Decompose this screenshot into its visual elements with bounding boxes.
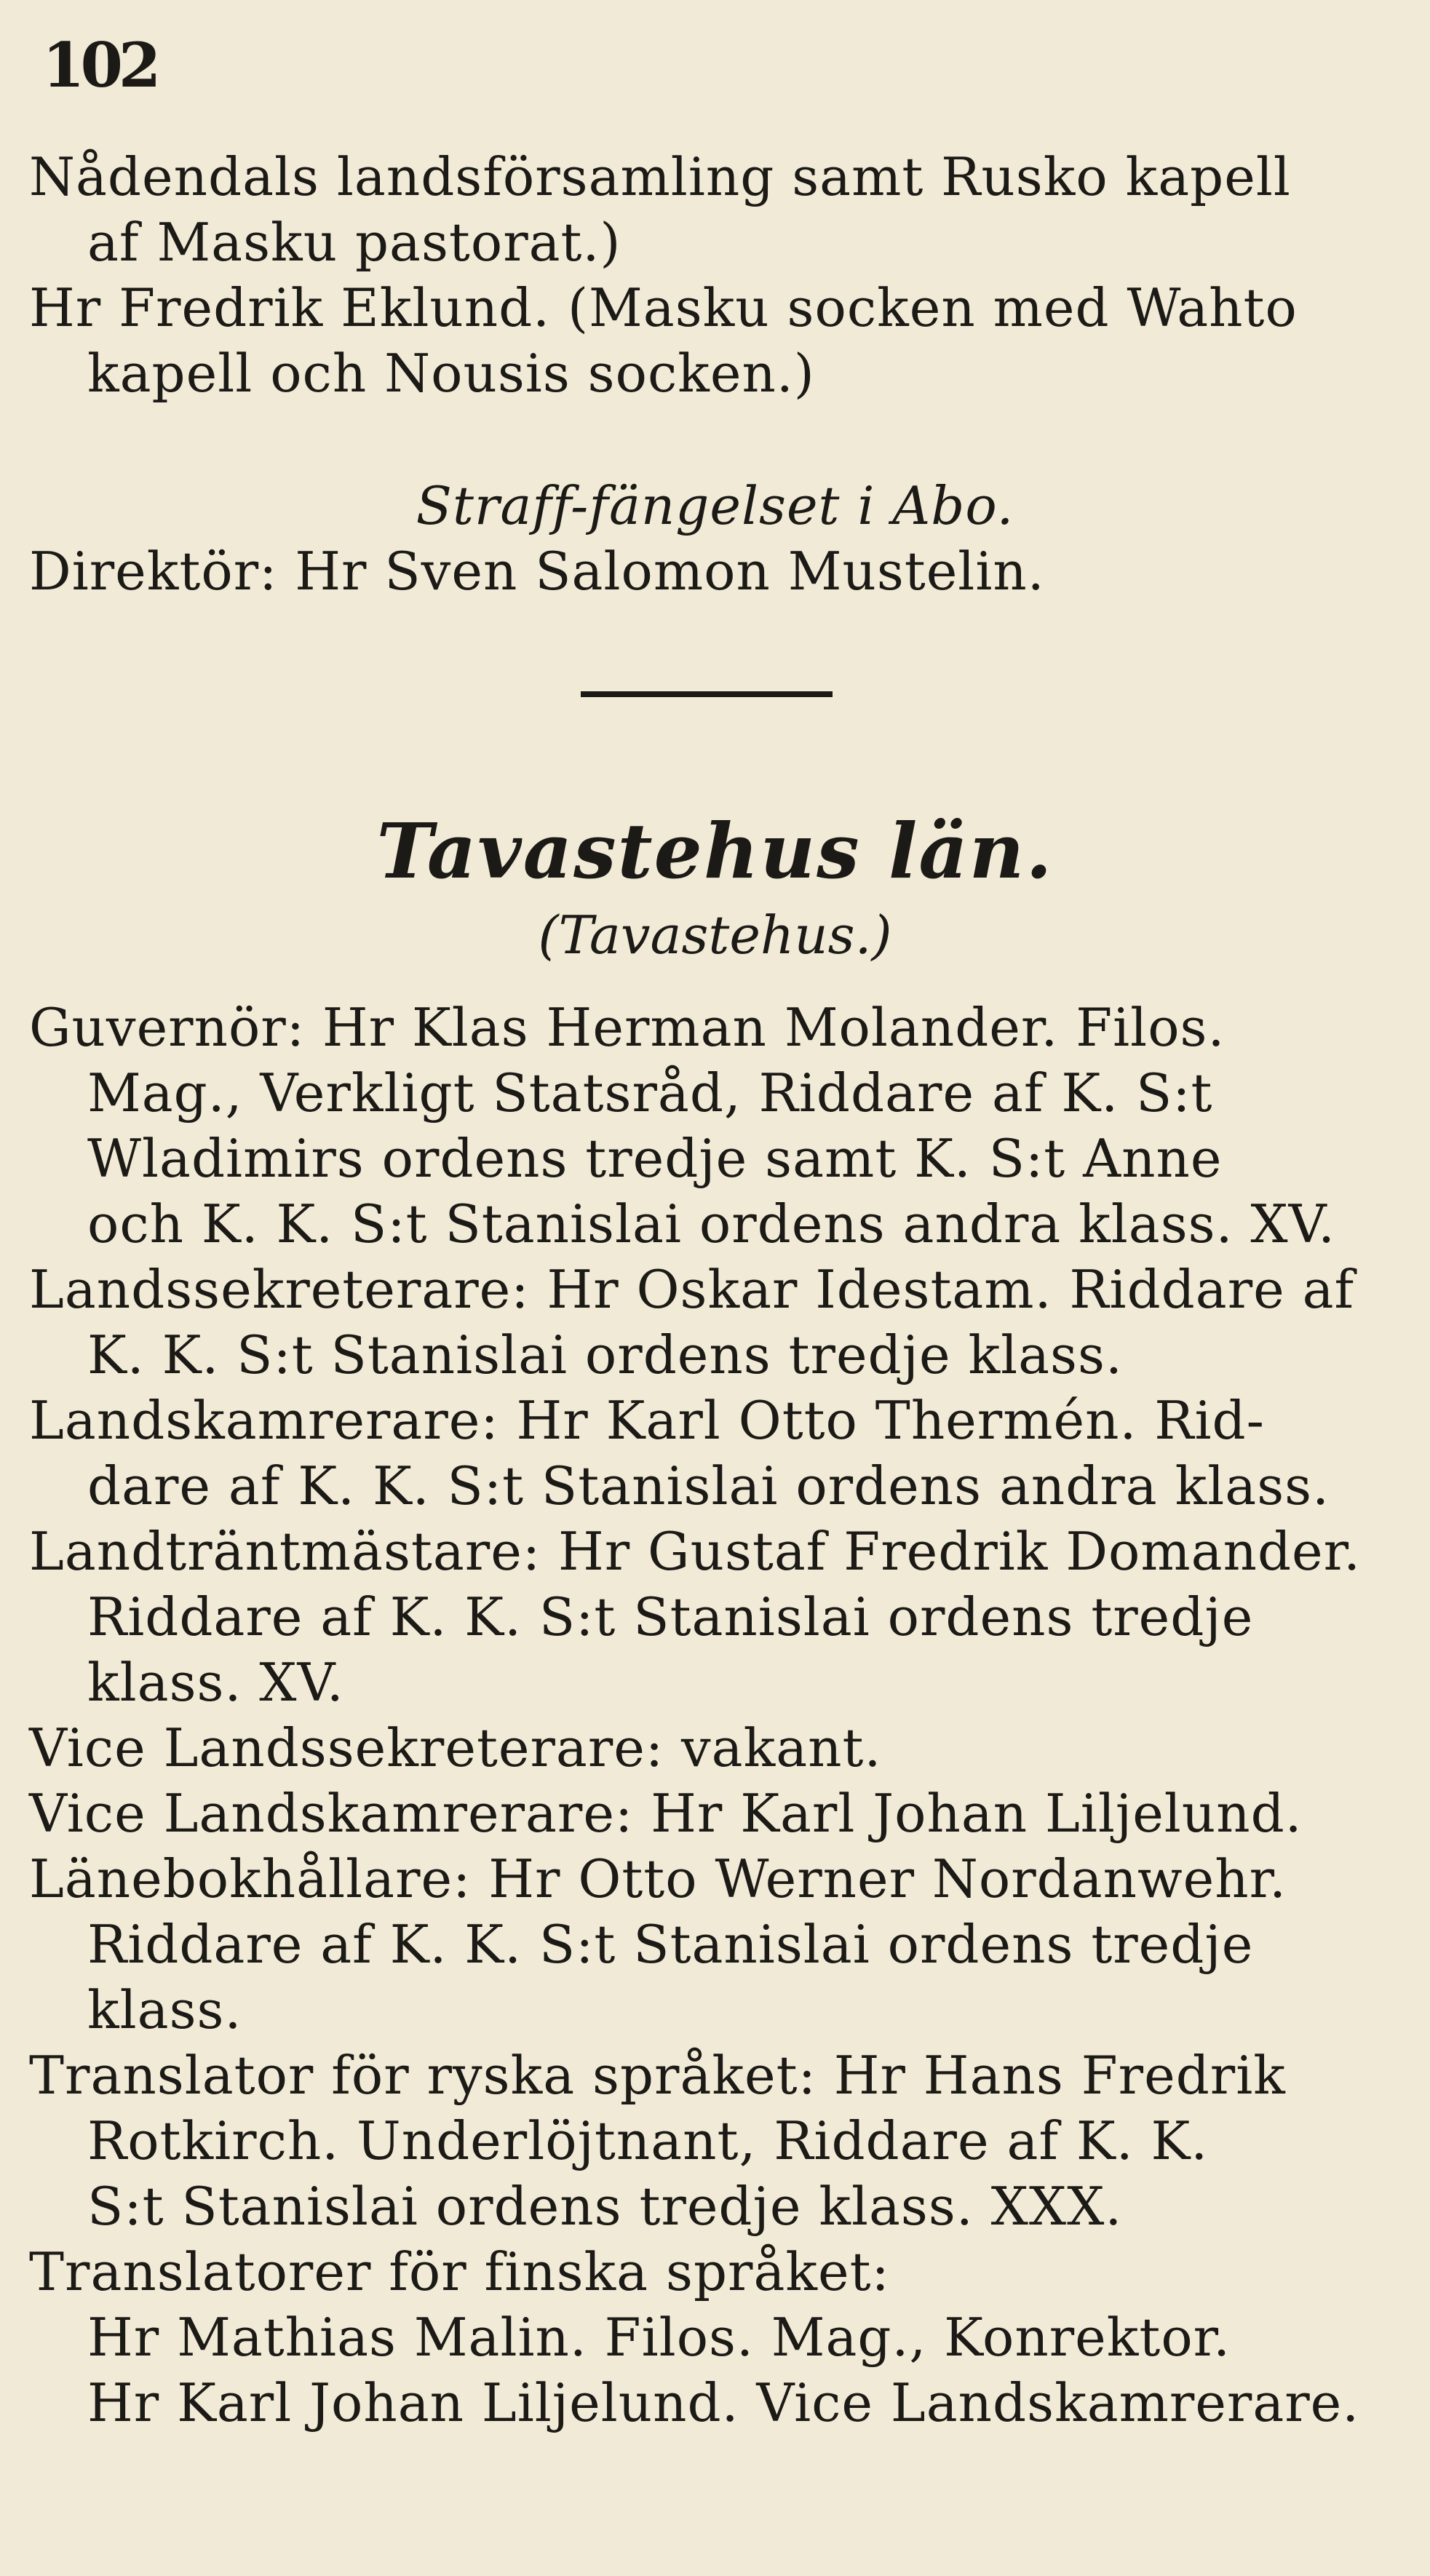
text-line: och K. K. S:t Stanislai ordens andra klass. XV. xyxy=(87,1193,1335,1255)
top-section xyxy=(0,144,1430,406)
officials-list xyxy=(0,995,1430,2436)
text-line: Hr Fredrik Eklund. (Masku socken med Wahto xyxy=(29,277,1298,338)
text-line: klass. XV. xyxy=(87,1652,344,1713)
county-subtitle: (Tavastehus.) xyxy=(538,905,892,966)
text-line: Vice Landskamrerare: Hr Karl Johan Liljelund. xyxy=(29,1783,1303,1844)
text-line: Mag., Verkligt Statsråd, Riddare af K. S:t xyxy=(87,1062,1213,1124)
county-title: Tavastehus län. xyxy=(376,806,1054,896)
text-line: Länebokhållare: Hr Otto Werner Nordanwehr. xyxy=(29,1848,1287,1909)
text-line: Landssekreterare: Hr Oskar Idestam. Riddare af xyxy=(29,1259,1355,1320)
section-divider xyxy=(581,691,833,697)
text-line: Nådendals landsförsamling samt Rusko kapell xyxy=(29,146,1291,207)
text-line: Riddare af K. K. S:t Stanislai ordens tredje xyxy=(87,1914,1254,1975)
prison-section xyxy=(0,473,1430,604)
text-line: klass. xyxy=(87,1979,242,2040)
text-line: K. K. S:t Stanislai ordens tredje klass. xyxy=(87,1324,1123,1386)
text-line: Rotkirch. Underlöjtnant, Riddare af K. K. xyxy=(87,2110,1209,2171)
section-heading: Straff-fängelset i Abo. xyxy=(416,475,1014,536)
page-number: 102 xyxy=(42,29,157,101)
text-line: S:t Stanislai ordens tredje klass. XXX. xyxy=(87,2176,1123,2237)
text-line: Hr Karl Johan Liljelund. Vice Landskamrerare. xyxy=(87,2372,1360,2433)
text-line: Landträntmästare: Hr Gustaf Fredrik Domander. xyxy=(29,1521,1362,1582)
tavastehus-header xyxy=(0,804,1430,971)
text-line: Vice Landssekreterare: vakant. xyxy=(29,1717,882,1778)
text-line: Riddare af K. K. S:t Stanislai ordens tredje xyxy=(87,1586,1254,1647)
text-line: Translator för ryska språket: Hr Hans Fredrik xyxy=(29,2045,1286,2106)
director-line: Direktör: Hr Sven Salomon Mustelin. xyxy=(29,541,1045,602)
text-line: Translatorer för finska språket: xyxy=(29,2241,890,2302)
text-line: Landskamrerare: Hr Karl Otto Thermén. Rid- xyxy=(29,1390,1265,1451)
text-line: Guvernör: Hr Klas Herman Molander. Filos. xyxy=(29,997,1226,1058)
text-line: kapell och Nousis socken.) xyxy=(87,343,815,404)
text-line: Hr Mathias Malin. Filos. Mag., Konrektor. xyxy=(87,2307,1231,2368)
text-line: dare af K. K. S:t Stanislai ordens andra klass. xyxy=(87,1455,1330,1516)
text-line: af Masku pastorat.) xyxy=(87,212,621,273)
text-line: Wladimirs ordens tredje samt K. S:t Anne xyxy=(87,1128,1223,1189)
